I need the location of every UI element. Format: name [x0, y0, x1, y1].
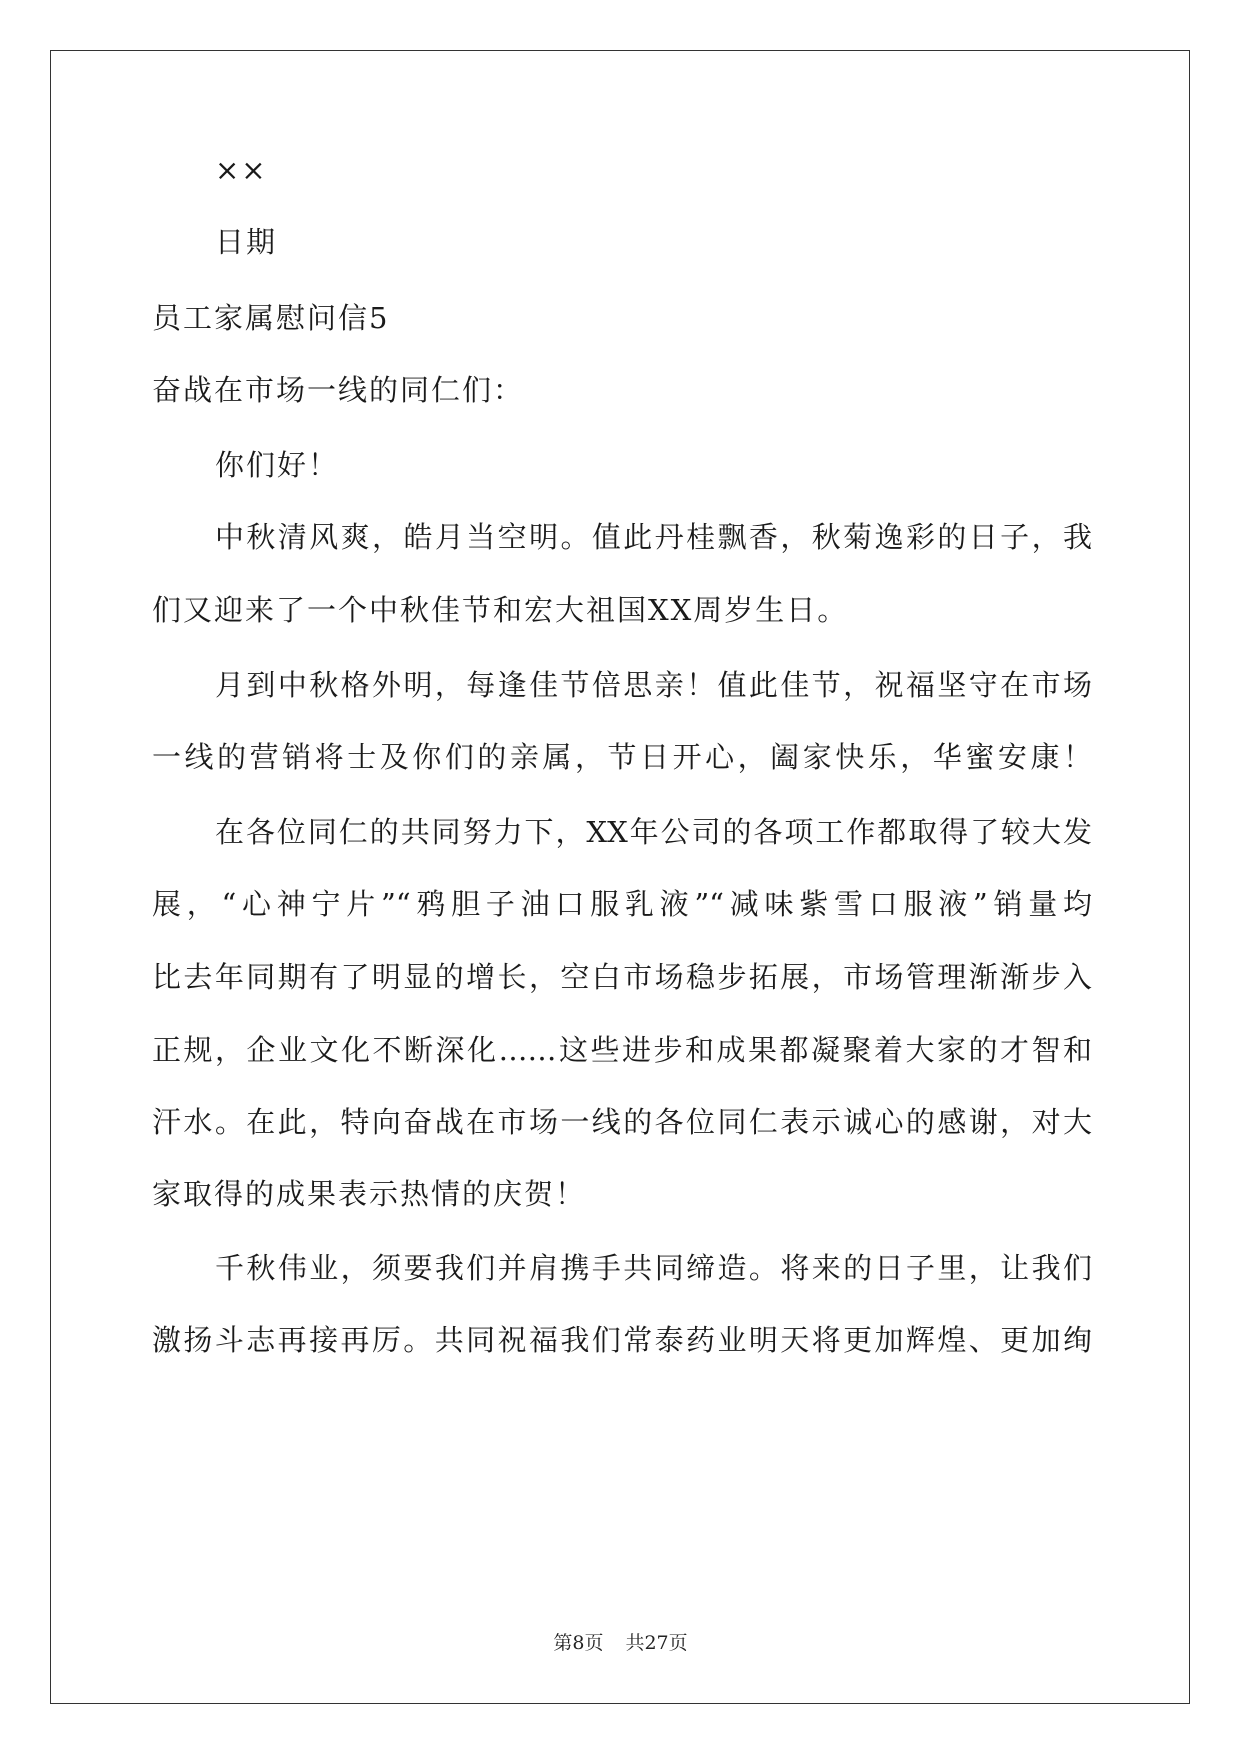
- date-line: 日期: [215, 225, 278, 259]
- page-total: 共27页: [625, 1632, 688, 1654]
- body-line: 月到中秋格外明，每逢佳节倍思亲！值此佳节，祝福坚守在市场: [215, 668, 1092, 702]
- body-line: 在各位同仁的共同努力下，XX年公司的各项工作都取得了较大发: [215, 815, 1092, 849]
- greeting: 你们好！: [215, 448, 340, 482]
- body-line: 比去年同期有了明显的增长，空白市场稳步拓展，市场管理渐渐步入: [152, 960, 1092, 994]
- body-line: 们又迎来了一个中秋佳节和宏大祖国XX周岁生日。: [152, 593, 849, 627]
- salutation: 奋战在市场一线的同仁们：: [152, 373, 525, 407]
- body-line: 中秋清风爽，皓月当空明。值此丹桂飘香，秋菊逸彩的日子，我: [215, 520, 1092, 554]
- body-line: 激扬斗志再接再厉。共同祝福我们常泰药业明天将更加辉煌、更加绚: [152, 1323, 1092, 1357]
- body-line: 汗水。在此，特向奋战在市场一线的各位同仁表示诚心的感谢，对大: [152, 1105, 1092, 1139]
- body-line: 千秋伟业，须要我们并肩携手共同缔造。将来的日子里，让我们: [215, 1251, 1092, 1285]
- body-line: 一线的营销将士及你们的亲属，节日开心，阖家快乐，华蜜安康！: [152, 740, 1092, 774]
- page-footer: [0, 1631, 1241, 1655]
- body-line: 正规，企业文化不断深化……这些进步和成果都凝聚着大家的才智和: [152, 1033, 1092, 1067]
- body-line: 展，“心神宁片”“鸦胆子油口服乳液”“减味紫雪口服液”销量均: [152, 887, 1092, 921]
- signature-line: ××: [215, 153, 268, 187]
- letter-title: 员工家属慰问信5: [152, 301, 390, 335]
- page-number: 第8页: [553, 1632, 604, 1654]
- body-line: 家取得的成果表示热情的庆贺！: [152, 1177, 587, 1211]
